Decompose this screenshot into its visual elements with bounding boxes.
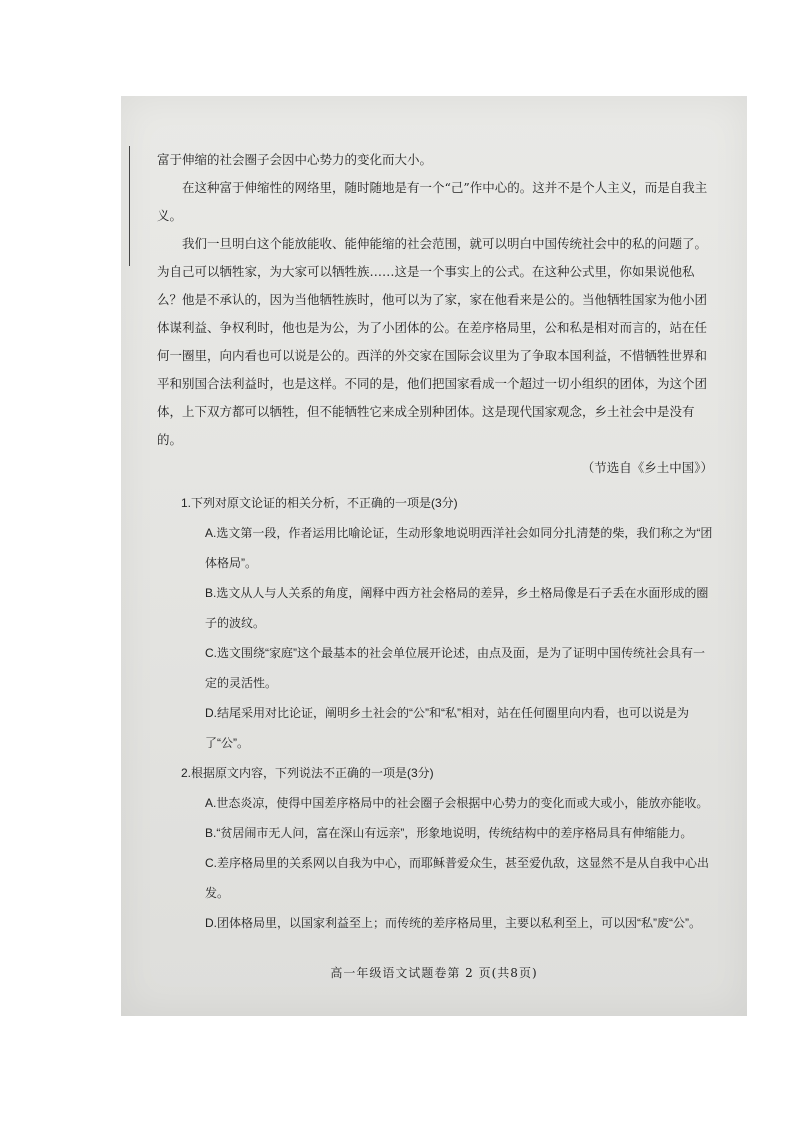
question-1-option-a: A.选文第一段，作者运用比喻论证，生动形象地说明西洋社会如同分扎清楚的柴，我们称之为“团体格局”。 xyxy=(205,526,713,570)
question-1-option-c: C.选文围绕“家庭”这个最基本的社会单位展开论述，由点及面，是为了证明中国传统社会具有一定的灵活性。 xyxy=(205,646,705,690)
question-1-option-b: B.选文从人与人关系的角度，阐释中西方社会格局的差异，乡土格局像是石子丢在水面形成的圈子的波纹。 xyxy=(205,586,709,630)
question-2-option-b: B.“贫居闹市无人问，富在深山有远亲”，形象地说明，传统结构中的差序格局具有伸缩能力。 xyxy=(205,826,693,840)
question-2-stem: 2.根据原文内容，下列说法不正确的一项是(3分) xyxy=(181,766,434,780)
passage-paragraph-2: 在这种富于伸缩性的网络里，随时随地是有一个“己”作中心的。这并不是个人主义，而是自我主义。 xyxy=(157,180,708,223)
passage-paragraph-3: 我们一旦明白这个能放能收、能伸能缩的社会范围，就可以明白中国传统社会中的私的问题了。为自己可以牺牲家，为大家可以牺牲族……这是一个事实上的公式。在这种公式里，你如果说他私么？他是不承认的，因为当他牺牲族时，他可以为了家，家在他看来是公的。当他牺牲国家为他小团体谋利益、争权利时，他也是为公，为了小团体的公。在差序格局里，公和私是相对而言的，站在任何一圈里，向内看也可以说是公的。西洋的外交家在国际会议里为了争取本国利益，不惜牺牲世界和平和别国合法利益时，也是这样。不同的是，他们把国家看成一个超过一切小组织的团体，为这个团体，上下双方都可以牺牲，但不能牺牲它来成全别种团体。这是现代国家观念，乡土社会中是没有的。 xyxy=(157,236,708,447)
passage-line-1: 富于伸缩的社会圈子会因中心势力的变化而大小。 xyxy=(157,152,433,167)
question-2-option-c: C.差序格局里的关系网以自我为中心，而耶稣普爱众生，甚至爱仇敌，这显然不是从自我中心出发。 xyxy=(205,856,710,900)
exam-page-photo xyxy=(121,96,747,1016)
question-1-stem: 1.下列对原文论证的相关分析，不正确的一项是(3分) xyxy=(181,496,458,510)
question-2-option-d: D.团体格局里，以国家利益至上；而传统的差序格局里，主要以私利至上，可以因“私”废“公”。 xyxy=(205,916,701,930)
margin-rule xyxy=(129,146,130,266)
question-2-option-a: A.世态炎凉，使得中国差序格局中的社会圈子会根据中心势力的变化而或大或小，能放亦能收。 xyxy=(205,796,709,810)
question-1-option-d: D.结尾采用对比论证，阐明乡土社会的“公”和“私”相对，站在任何圈里向内看，也可以说是为了“公”。 xyxy=(205,706,689,750)
page-content xyxy=(157,146,713,938)
passage-source: （节选自《乡土中国》） xyxy=(581,460,713,475)
page-footer: 高一年级语文试题卷第 2 页(共8页) xyxy=(330,966,538,980)
